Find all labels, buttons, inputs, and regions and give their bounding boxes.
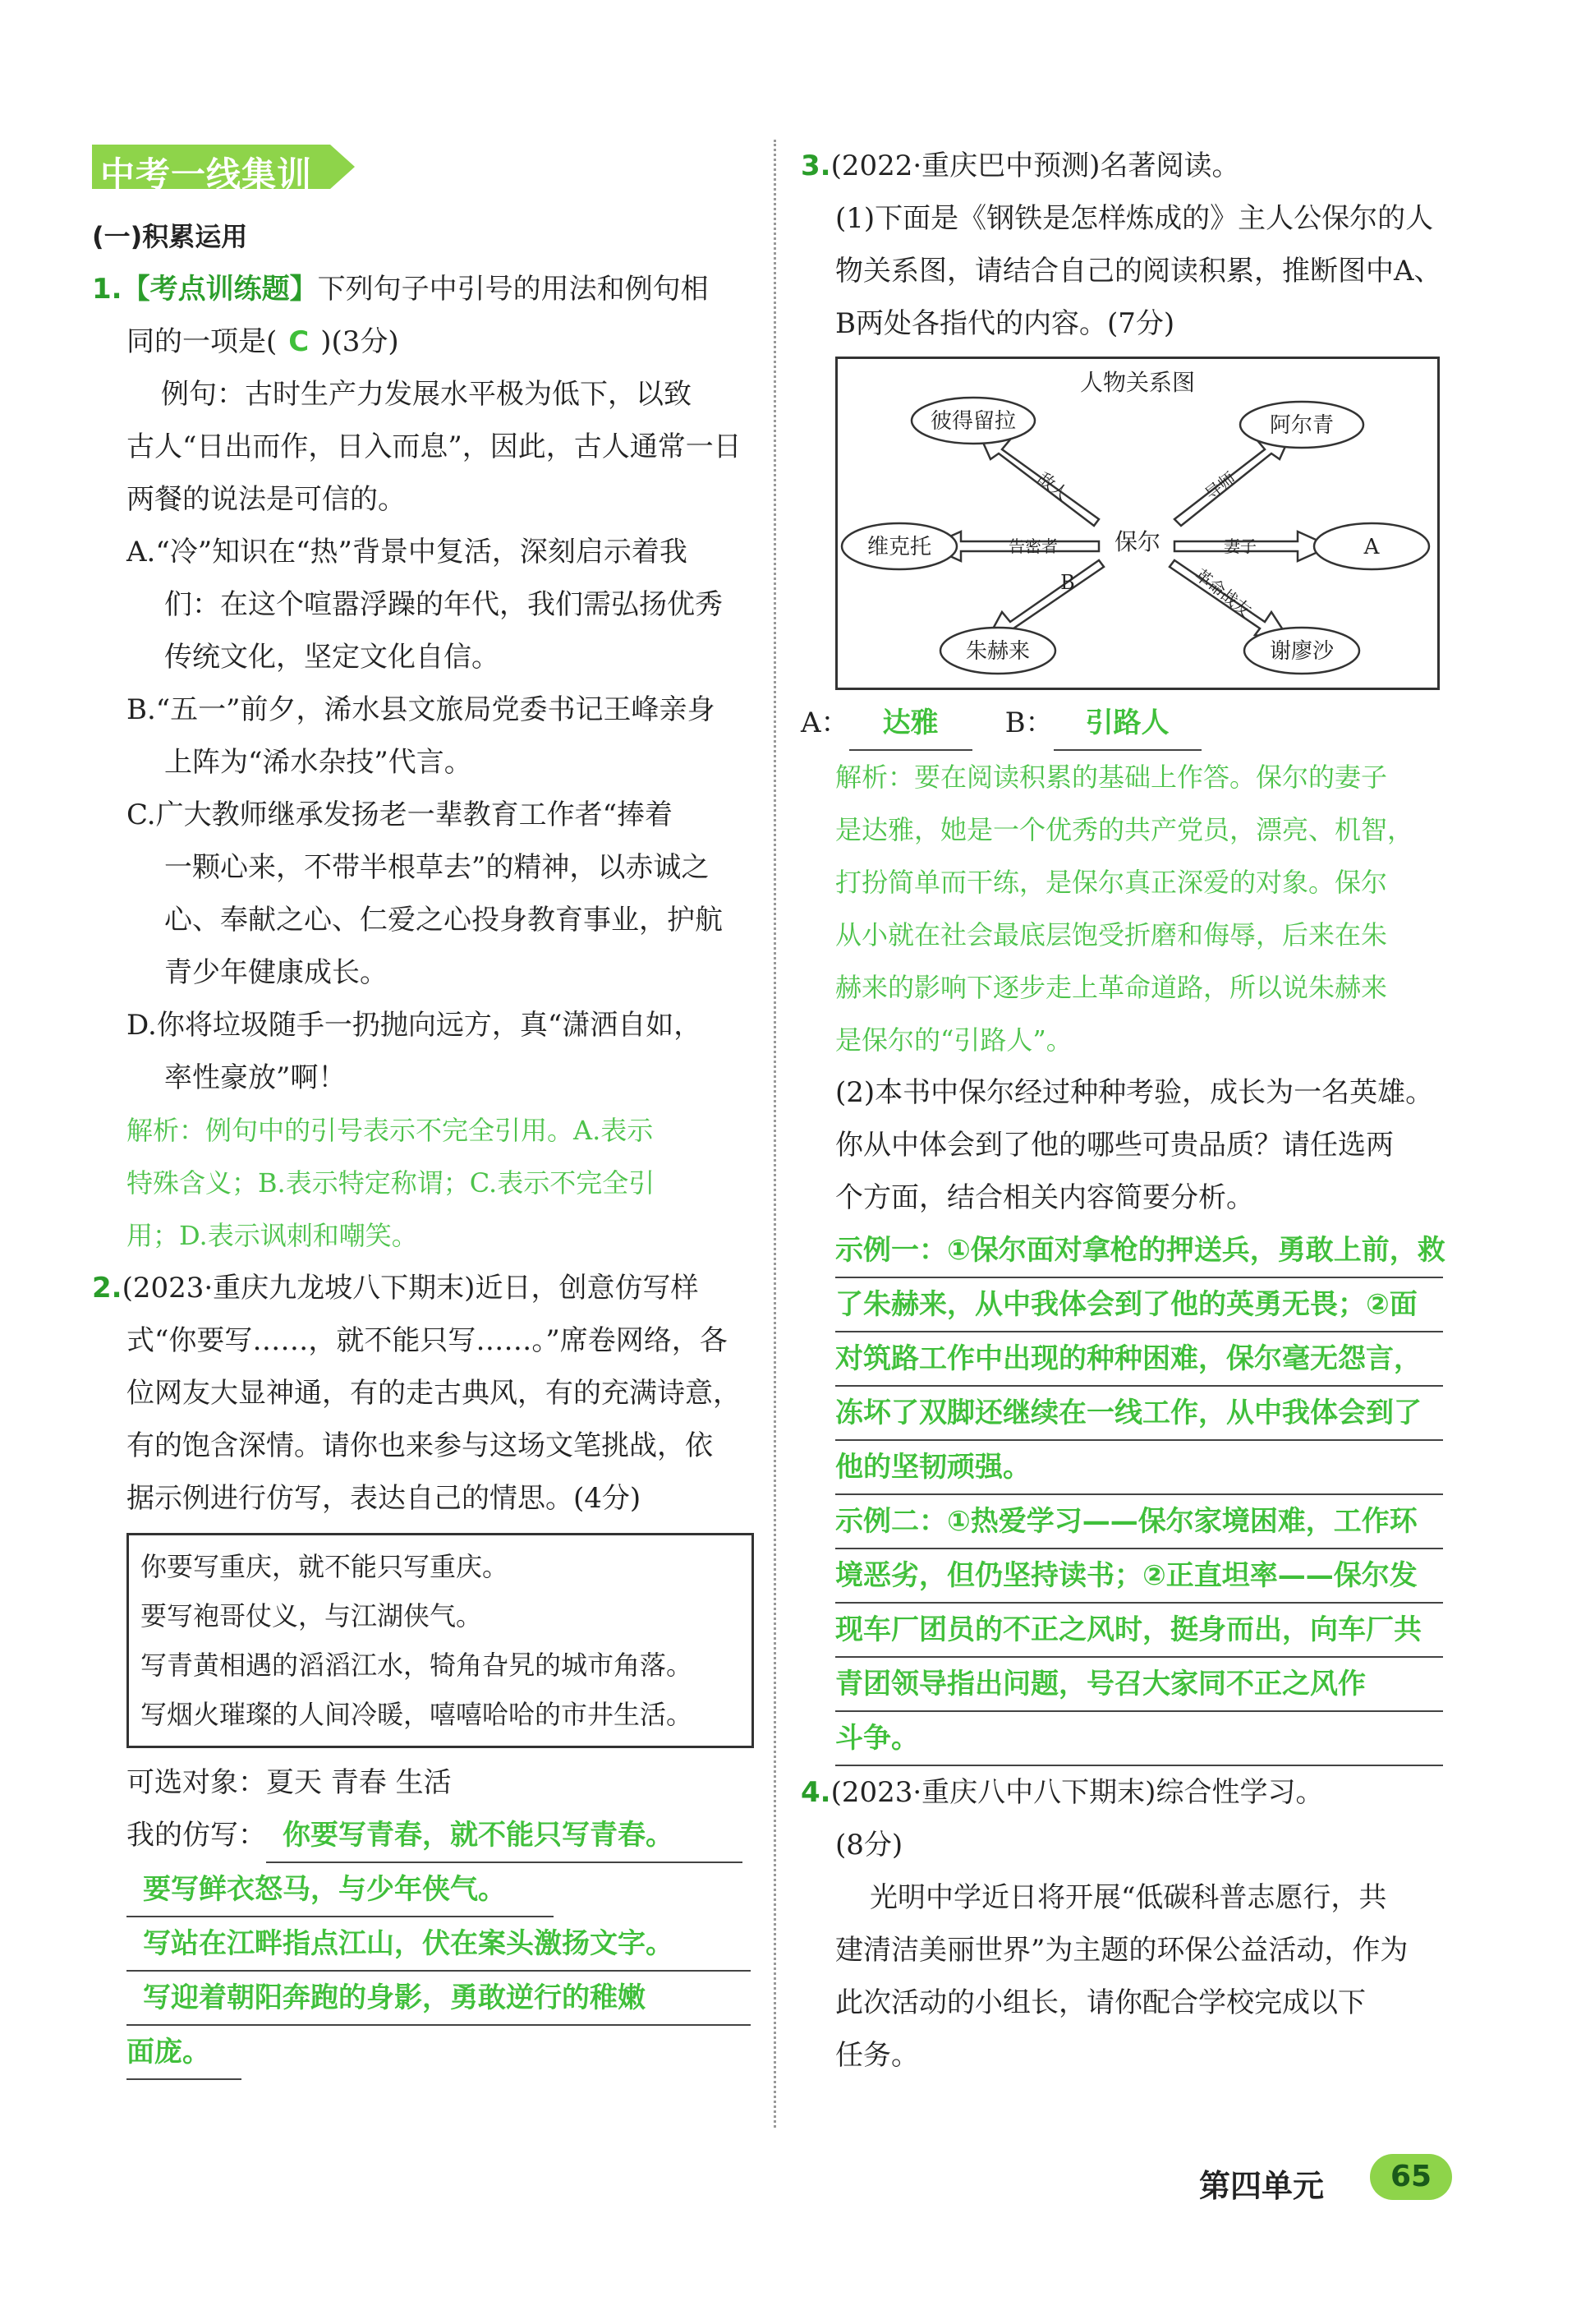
q1-example-line: 例句：古时生产力发展水平极为低下，以致 — [161, 378, 692, 411]
q3-part2: 个方面，结合相关内容简要分析。 — [835, 1181, 1254, 1214]
q3-answer-b: 引路人 — [1054, 697, 1202, 751]
q3-number: 3. — [801, 150, 831, 182]
q4-body: 任务。 — [835, 2039, 919, 2072]
q2-answer-line: 你要写青春，就不能只写青春。 — [266, 1809, 742, 1863]
q1-analysis: 用；D.表示讽刺和嘲笑。 — [126, 1220, 418, 1251]
q3-analysis: 从小就在社会最底层饱受折磨和侮辱，后来在朱 — [835, 919, 1388, 950]
relationship-diagram — [835, 357, 1440, 690]
q2-answer-line: 面庞。 — [126, 2026, 241, 2080]
q2-stem: 式“你要写……，就不能只写……。”席卷网络，各 — [126, 1324, 728, 1357]
q1-option-b: B.“五一”前夕，浠水县文旅局党委书记王峰亲身 — [126, 693, 715, 726]
q3-example1: 冻坏了双脚还继续在一线工作，从中我体会到了 — [835, 1387, 1443, 1441]
q2-box-line: 写烟火璀璨的人间冷暖，嘻嘻哈哈的市井生活。 — [140, 1699, 693, 1730]
q1-option-a: A.“冷”知识在“热”背景中复活，深刻启示着我 — [126, 536, 687, 568]
q2-box-line: 要写袍哥仗义，与江湖侠气。 — [140, 1600, 483, 1631]
q2-number: 2. — [92, 1272, 122, 1305]
q1-option-c: 心、奉献之心、仁爱之心投身教育事业，护航 — [164, 904, 723, 937]
q2-my-writing: 我的仿写： 你要写青春，就不能只写青春。 — [92, 1809, 749, 1863]
q2-box-line: 写青黄相遇的滔滔江水，犄角旮旯的城市角落。 — [140, 1650, 693, 1681]
q1-option-c: 一颗心来，不带半根草去”的精神，以赤诚之 — [164, 851, 710, 884]
q1-option-d: 率性豪放”啊！ — [164, 1061, 347, 1094]
q3-analysis: 是达雅，她是一个优秀的共产党员，漂亮、机智， — [835, 814, 1414, 845]
q4-stem: 4.(2023·重庆八中八下期末)综合性学习。 — [801, 1776, 1324, 1809]
node-label: 阿尔青 — [1269, 413, 1335, 438]
q1-option-a: 传统文化，坚定文化自信。 — [164, 641, 499, 674]
section-banner — [92, 140, 355, 196]
edge-label: 告密者 — [1009, 536, 1058, 556]
q1-option-c: C.广大教师继承发扬老一辈教育工作者“捧着 — [126, 798, 673, 831]
q1-example-line: 两餐的说法是可信的。 — [126, 483, 406, 516]
q3-example1: 了朱赫来，从中我体会到了他的英勇无畏；②面 — [835, 1278, 1443, 1332]
q3-example2: 青团领导指出问题，号召大家同不正之风作 — [835, 1658, 1443, 1712]
q1-analysis: 解析：例句中的引号表示不完全引用。A.表示 — [126, 1115, 654, 1146]
q2-box-line: 你要写重庆，就不能只写重庆。 — [140, 1551, 509, 1582]
q4-body: 此次活动的小组长，请你配合学校完成以下 — [835, 1986, 1366, 2019]
edge-label: B — [1060, 571, 1075, 594]
q3-example2: 示例二：①热爱学习——保尔家境困难，工作环 — [835, 1495, 1443, 1549]
q2-answer-line: 要写鲜衣怒马，与少年侠气。 — [126, 1863, 554, 1917]
q4-stem: (8分) — [835, 1829, 903, 1862]
q3-example1: 他的坚韧顽强。 — [835, 1441, 1443, 1495]
edge-label: 导师 — [1201, 467, 1239, 504]
node-label: 谢廖沙 — [1269, 639, 1335, 664]
footer-unit: 第四单元 — [1199, 2168, 1325, 2204]
q2-stem: 据示例进行仿写，表达自己的情思。(4分) — [126, 1482, 641, 1515]
q3-example1: 对筑路工作中出现的种种困难，保尔毫无怨言， — [835, 1332, 1443, 1387]
q3-stem: 3.(2022·重庆巴中预测)名著阅读。 — [801, 150, 1240, 182]
left-column — [92, 140, 749, 2080]
q3-analysis: 打扮简单而干练，是保尔真正深爱的对象。保尔 — [835, 867, 1388, 898]
edge-label: 革命战友 — [1191, 564, 1256, 621]
edge-label: 敌人 — [1034, 467, 1073, 504]
q2-stem: 2.(2023·重庆九龙坡八下期末)近日，创意仿写样 — [92, 1272, 699, 1305]
node-label: A — [1363, 535, 1380, 559]
q1-number: 1. — [92, 273, 122, 306]
q1-option-a: 们：在这个喧嚣浮躁的年代，我们需弘扬优秀 — [164, 588, 723, 621]
q1-option-b: 上阵为“浠水杂技”代言。 — [164, 746, 472, 779]
q1-tag: 【考点训练题】 — [122, 273, 318, 306]
q3-example2: 现车厂团员的不正之风时，挺身而出，向车厂共 — [835, 1604, 1443, 1658]
q3-part2: 你从中体会到了他的哪些可贵品质？请任选两 — [835, 1129, 1394, 1162]
q3-analysis: 赫来的影响下逐步走上革命道路，所以说朱赫来 — [835, 972, 1388, 1003]
q3-analysis: 解析：要在阅读积累的基础上作答。保尔的妻子 — [835, 762, 1388, 793]
q3-part2: (2)本书中保尔经过种种考验，成长为一名英雄。 — [835, 1076, 1434, 1109]
q3-example2: 斗争。 — [835, 1712, 1443, 1766]
q2-answer-line: 写站在江畔指点江山，伏在案头激扬文字。 — [126, 1917, 751, 1972]
q1-stem-2: 同的一项是( C )(3分) — [126, 325, 399, 358]
q2-stem: 有的饱含深情。请你也来参与这场文笔挑战，依 — [126, 1429, 713, 1462]
q3-answers: A： 达雅 B： 引路人 — [801, 697, 1458, 751]
node-label: 朱赫来 — [965, 639, 1031, 664]
q1-option-c: 青少年健康成长。 — [164, 956, 388, 989]
q4-body: 光明中学近日将开展“低碳科普志愿行，共 — [870, 1881, 1387, 1914]
q4-body: 建清洁美丽世界”为主题的环保公益活动，作为 — [835, 1934, 1409, 1967]
q2-options: 可选对象：夏天 青春 生活 — [126, 1766, 452, 1799]
q3-part1: B两处各指代的内容。(7分) — [835, 307, 1175, 340]
q3-example2: 境恶劣，但仍坚持读书；②正直坦率——保尔发 — [835, 1549, 1443, 1604]
edge-label: 妻子 — [1224, 536, 1257, 556]
diagram-title: 人物关系图 — [1079, 369, 1196, 396]
q2-answer-line: 写迎着朝阳奔跑的身影，勇敢逆行的稚嫩 — [126, 1972, 751, 2026]
q1-example-line: 古人“日出而作，日入而息”，因此，古人通常一日 — [126, 430, 742, 463]
diagram-center: 保尔 — [1114, 528, 1161, 555]
column-divider — [774, 140, 776, 2128]
node-label: 彼得留拉 — [930, 409, 1017, 434]
q2-stem: 位网友大显神通，有的走古典风，有的充满诗意， — [126, 1377, 741, 1410]
q1-answer: C — [288, 325, 310, 358]
q3-answer-a: 达雅 — [849, 697, 972, 751]
q1-analysis: 特殊含义；B.表示特定称谓；C.表示不完全引 — [126, 1167, 655, 1199]
q3-example1: 示例一：①保尔面对拿枪的押送兵，勇敢上前，救 — [835, 1224, 1443, 1278]
q4-number: 4. — [801, 1776, 831, 1809]
subsection-title: (一)积累运用 — [92, 221, 248, 252]
q3-analysis: 是保尔的“引路人”。 — [835, 1024, 1073, 1056]
right-column — [801, 140, 1458, 2082]
section-banner-text: 中考一线集训 — [100, 154, 313, 195]
q1-stem: 1.【考点训练题】下列句子中引号的用法和例句相 — [92, 273, 709, 306]
q1-option-d: D.你将垃圾随手一扔抛向远方，真“潇洒自如， — [126, 1009, 702, 1042]
page-number: 65 — [1370, 2154, 1452, 2200]
q2-example-box — [126, 1533, 754, 1748]
node-label: 维克托 — [866, 535, 932, 559]
q3-part1: 物关系图，请结合自己的阅读积累，推断图中A、 — [835, 255, 1442, 288]
q3-part1: (1)下面是《钢铁是怎样炼成的》主人公保尔的人 — [835, 202, 1434, 235]
